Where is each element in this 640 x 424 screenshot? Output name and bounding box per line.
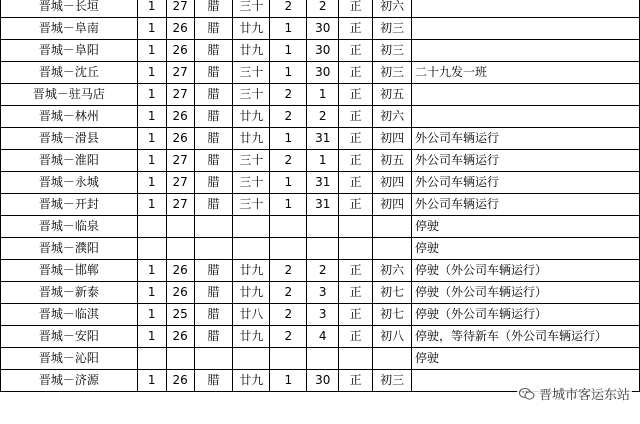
value-cell: 1 <box>270 194 307 216</box>
value-cell <box>339 216 373 238</box>
value-cell: 三十 <box>233 172 270 194</box>
note-cell <box>412 40 640 62</box>
route-cell: 晋城－淮阳 <box>1 150 138 172</box>
value-cell: 初四 <box>373 128 412 150</box>
note-cell <box>412 18 640 40</box>
value-cell: 2 <box>307 0 339 18</box>
value-cell: 2 <box>270 282 307 304</box>
value-cell: 廿九 <box>233 260 270 282</box>
table-row <box>1 40 640 62</box>
value-cell: 26 <box>166 260 194 282</box>
watermark <box>517 384 632 403</box>
value-cell: 26 <box>166 370 194 392</box>
value-cell: 3 <box>307 304 339 326</box>
value-cell: 腊 <box>194 62 233 84</box>
value-cell: 1 <box>137 150 166 172</box>
value-cell <box>166 348 194 370</box>
value-cell: 廿九 <box>233 370 270 392</box>
value-cell: 正 <box>339 260 373 282</box>
value-cell: 初三 <box>373 40 412 62</box>
value-cell: 正 <box>339 370 373 392</box>
value-cell: 正 <box>339 282 373 304</box>
note-cell: 停驶（外公司车辆运行） <box>412 282 640 304</box>
value-cell: 1 <box>270 128 307 150</box>
table-row <box>1 18 640 40</box>
value-cell: 腊 <box>194 40 233 62</box>
value-cell <box>373 348 412 370</box>
value-cell: 1 <box>307 150 339 172</box>
table-row <box>1 128 640 150</box>
value-cell: 初四 <box>373 194 412 216</box>
note-cell <box>412 0 640 18</box>
value-cell: 腊 <box>194 304 233 326</box>
note-cell: 二十九发一班 <box>412 62 640 84</box>
value-cell: 正 <box>339 172 373 194</box>
table-row <box>1 62 640 84</box>
value-cell: 腊 <box>194 370 233 392</box>
value-cell: 2 <box>270 326 307 348</box>
value-cell: 初七 <box>373 282 412 304</box>
route-cell: 晋城－滑县 <box>1 128 138 150</box>
value-cell: 廿九 <box>233 128 270 150</box>
route-cell: 晋城－临泉 <box>1 216 138 238</box>
value-cell: 廿八 <box>233 304 270 326</box>
watermark-text: 晋城市客运东站 <box>538 388 630 403</box>
value-cell: 27 <box>166 62 194 84</box>
value-cell: 初六 <box>373 260 412 282</box>
value-cell <box>339 348 373 370</box>
route-cell: 晋城－永城 <box>1 172 138 194</box>
value-cell: 三十 <box>233 194 270 216</box>
value-cell: 初六 <box>373 106 412 128</box>
value-cell <box>233 216 270 238</box>
value-cell: 1 <box>137 282 166 304</box>
route-cell: 晋城－林州 <box>1 106 138 128</box>
value-cell: 腊 <box>194 106 233 128</box>
route-cell: 晋城－阜南 <box>1 18 138 40</box>
value-cell: 2 <box>270 304 307 326</box>
value-cell: 正 <box>339 84 373 106</box>
value-cell: 初三 <box>373 62 412 84</box>
value-cell: 1 <box>270 172 307 194</box>
value-cell: 腊 <box>194 0 233 18</box>
value-cell: 26 <box>166 128 194 150</box>
value-cell <box>137 216 166 238</box>
value-cell: 26 <box>166 326 194 348</box>
value-cell: 正 <box>339 326 373 348</box>
value-cell: 1 <box>270 370 307 392</box>
value-cell: 廿九 <box>233 18 270 40</box>
value-cell <box>373 216 412 238</box>
value-cell: 1 <box>270 62 307 84</box>
value-cell: 1 <box>137 260 166 282</box>
note-cell: 停驶 <box>412 238 640 260</box>
route-cell: 晋城－济源 <box>1 370 138 392</box>
value-cell: 30 <box>307 18 339 40</box>
value-cell <box>373 238 412 260</box>
value-cell: 腊 <box>194 84 233 106</box>
value-cell: 正 <box>339 106 373 128</box>
route-cell: 晋城－驻马店 <box>1 84 138 106</box>
value-cell: 30 <box>307 40 339 62</box>
value-cell: 初五 <box>373 84 412 106</box>
note-cell: 停驶，等待新车（外公司车辆运行） <box>412 326 640 348</box>
value-cell: 1 <box>270 18 307 40</box>
value-cell: 初四 <box>373 172 412 194</box>
value-cell: 27 <box>166 0 194 18</box>
table-row <box>1 106 640 128</box>
value-cell <box>166 216 194 238</box>
value-cell: 31 <box>307 172 339 194</box>
value-cell: 正 <box>339 194 373 216</box>
note-cell: 外公司车辆运行 <box>412 194 640 216</box>
value-cell: 廿九 <box>233 282 270 304</box>
value-cell: 腊 <box>194 18 233 40</box>
value-cell: 初八 <box>373 326 412 348</box>
note-cell: 停驶（外公司车辆运行） <box>412 260 640 282</box>
value-cell: 初三 <box>373 18 412 40</box>
value-cell: 26 <box>166 18 194 40</box>
value-cell: 1 <box>137 62 166 84</box>
value-cell: 2 <box>270 150 307 172</box>
value-cell: 初三 <box>373 370 412 392</box>
value-cell: 4 <box>307 326 339 348</box>
value-cell: 正 <box>339 304 373 326</box>
value-cell <box>233 238 270 260</box>
route-cell: 晋城－长垣 <box>1 0 138 18</box>
value-cell: 1 <box>307 84 339 106</box>
route-cell: 晋城－沁阳 <box>1 348 138 370</box>
value-cell: 腊 <box>194 260 233 282</box>
value-cell: 正 <box>339 18 373 40</box>
route-cell: 晋城－阜阳 <box>1 40 138 62</box>
route-cell: 晋城－濮阳 <box>1 238 138 260</box>
value-cell: 廿九 <box>233 106 270 128</box>
value-cell <box>339 238 373 260</box>
value-cell: 31 <box>307 128 339 150</box>
value-cell: 1 <box>137 370 166 392</box>
value-cell: 1 <box>137 194 166 216</box>
value-cell: 27 <box>166 150 194 172</box>
table-row <box>1 0 640 18</box>
value-cell: 腊 <box>194 150 233 172</box>
value-cell: 1 <box>137 172 166 194</box>
note-cell <box>412 84 640 106</box>
value-cell: 1 <box>137 128 166 150</box>
table-row <box>1 172 640 194</box>
value-cell: 2 <box>270 84 307 106</box>
route-cell: 晋城－安阳 <box>1 326 138 348</box>
value-cell <box>194 348 233 370</box>
value-cell: 2 <box>307 106 339 128</box>
value-cell <box>307 348 339 370</box>
value-cell: 廿九 <box>233 326 270 348</box>
value-cell: 三十 <box>233 84 270 106</box>
value-cell: 正 <box>339 62 373 84</box>
value-cell: 26 <box>166 40 194 62</box>
value-cell: 1 <box>137 40 166 62</box>
value-cell: 27 <box>166 84 194 106</box>
value-cell: 三十 <box>233 0 270 18</box>
table-row <box>1 304 640 326</box>
value-cell: 1 <box>137 106 166 128</box>
value-cell <box>194 238 233 260</box>
table-row <box>1 216 640 238</box>
value-cell: 1 <box>270 40 307 62</box>
value-cell: 27 <box>166 194 194 216</box>
value-cell: 2 <box>307 260 339 282</box>
table-row <box>1 194 640 216</box>
value-cell: 三十 <box>233 150 270 172</box>
value-cell: 正 <box>339 40 373 62</box>
value-cell <box>194 216 233 238</box>
value-cell <box>307 238 339 260</box>
table-row <box>1 260 640 282</box>
route-cell: 晋城－开封 <box>1 194 138 216</box>
value-cell: 1 <box>137 0 166 18</box>
value-cell: 腊 <box>194 194 233 216</box>
value-cell: 2 <box>270 260 307 282</box>
value-cell: 正 <box>339 128 373 150</box>
value-cell: 三十 <box>233 62 270 84</box>
value-cell: 初七 <box>373 304 412 326</box>
note-cell: 停驶 <box>412 348 640 370</box>
value-cell: 初六 <box>373 0 412 18</box>
value-cell <box>166 238 194 260</box>
value-cell <box>137 348 166 370</box>
value-cell <box>307 216 339 238</box>
table-row <box>1 348 640 370</box>
value-cell <box>270 216 307 238</box>
value-cell: 1 <box>137 304 166 326</box>
value-cell: 30 <box>307 370 339 392</box>
value-cell <box>270 348 307 370</box>
value-cell: 腊 <box>194 172 233 194</box>
value-cell: 1 <box>137 326 166 348</box>
value-cell: 正 <box>339 150 373 172</box>
value-cell: 1 <box>137 84 166 106</box>
note-cell: 外公司车辆运行 <box>412 128 640 150</box>
route-cell: 晋城－沈丘 <box>1 62 138 84</box>
value-cell: 腊 <box>194 128 233 150</box>
note-cell: 外公司车辆运行 <box>412 172 640 194</box>
value-cell: 1 <box>137 18 166 40</box>
table-body <box>1 0 640 392</box>
wechat-icon <box>519 387 535 401</box>
note-cell <box>412 106 640 128</box>
value-cell: 初五 <box>373 150 412 172</box>
value-cell <box>270 238 307 260</box>
route-cell: 晋城－邯郸 <box>1 260 138 282</box>
value-cell: 25 <box>166 304 194 326</box>
value-cell: 30 <box>307 62 339 84</box>
value-cell: 26 <box>166 106 194 128</box>
value-cell <box>233 348 270 370</box>
table-row <box>1 326 640 348</box>
table-row <box>1 282 640 304</box>
note-cell: 停驶 <box>412 216 640 238</box>
value-cell: 腊 <box>194 282 233 304</box>
value-cell: 27 <box>166 172 194 194</box>
value-cell: 正 <box>339 0 373 18</box>
value-cell: 腊 <box>194 326 233 348</box>
value-cell: 31 <box>307 194 339 216</box>
route-cell: 晋城－临淇 <box>1 304 138 326</box>
value-cell: 2 <box>270 106 307 128</box>
table-row <box>1 150 640 172</box>
table-row <box>1 84 640 106</box>
note-cell: 外公司车辆运行 <box>412 150 640 172</box>
value-cell: 廿九 <box>233 40 270 62</box>
value-cell: 26 <box>166 282 194 304</box>
value-cell: 2 <box>270 0 307 18</box>
route-cell: 晋城－新泰 <box>1 282 138 304</box>
value-cell: 3 <box>307 282 339 304</box>
note-cell: 停驶（外公司车辆运行） <box>412 304 640 326</box>
table-row <box>1 238 640 260</box>
value-cell <box>137 238 166 260</box>
